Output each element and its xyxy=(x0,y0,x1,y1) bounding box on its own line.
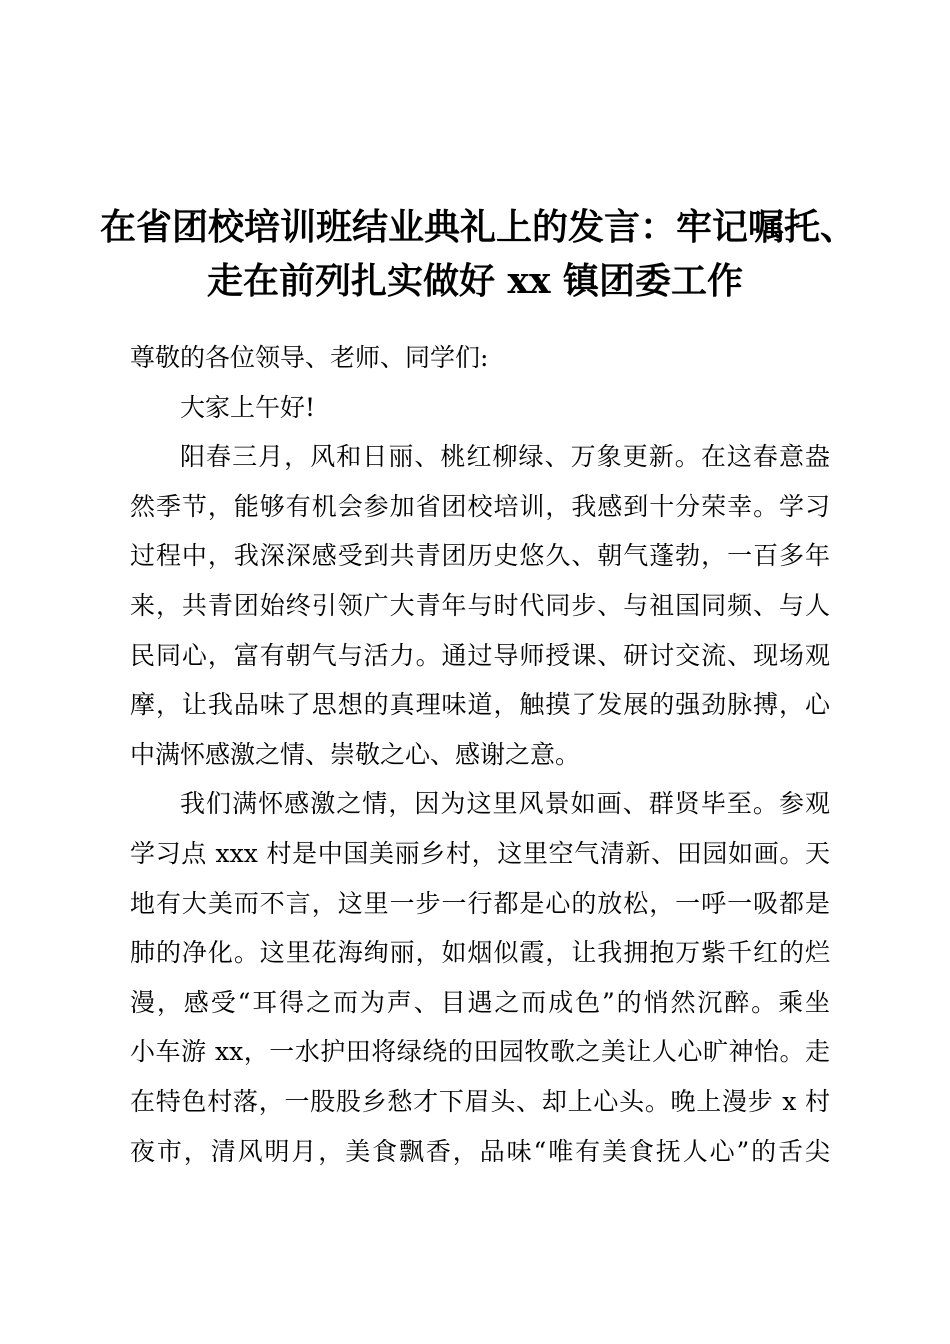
document-title xyxy=(100,200,857,308)
paragraph-1-line: 过程中，我深深感受到共青团历史悠久、朝气蓬勃，一百多年 xyxy=(130,541,830,571)
title-line-1: 在省团校培训班结业典礼上的发言：牢记嘱托、 xyxy=(100,206,857,248)
paragraph-1-line: 阳春三月，风和日丽、桃红柳绿、万象更新。在这春意盎 xyxy=(180,442,830,472)
paragraph-2-line: 漫，感受“耳得之而为声、目遇之而成色”的悄然沉醉。乘坐 xyxy=(130,987,830,1017)
paragraph-2 xyxy=(130,779,830,1176)
paragraph-1-line: 中满怀感激之情、崇敬之心、感谢之意。 xyxy=(130,739,581,769)
paragraph-2-line: 肺的净化。这里花海绚丽，如烟似霞，让我拥抱万紫千红的烂 xyxy=(130,938,830,968)
paragraph-2-line: 夜市，清风明月，美食飘香，品味“唯有美食抚人心”的舌尖 xyxy=(130,1136,830,1166)
paragraph-2-line: 我们满怀感激之情，因为这里风景如画、群贤毕至。参观 xyxy=(180,789,830,819)
salutation: 尊敬的各位领导、老师、同学们: xyxy=(130,343,489,372)
document-body xyxy=(130,333,830,1176)
paragraph-2-line: 地有大美而不言，这里一步一行都是心的放松，一呼一吸都是 xyxy=(130,888,830,918)
paragraph-2-line: 学习点 xxx 村是中国美丽乡村，这里空气清新、田园如画。天 xyxy=(130,838,830,868)
paragraph-1-line: 来，共青团始终引领广大青年与时代同步、与祖国同频、与人 xyxy=(130,590,830,620)
paragraph-2-line: 在特色村落，一股股乡愁才下眉头、却上心头。晚上漫步 x 村 xyxy=(130,1086,830,1116)
paragraph-2-line: 小车游 xx，一水护田将绿绕的田园牧歌之美让人心旷神怡。走 xyxy=(130,1037,830,1067)
paragraph-1-line: 然季节，能够有机会参加省团校培训，我感到十分荣幸。学习 xyxy=(130,491,830,521)
greeting: 大家上午好! xyxy=(180,392,316,422)
title-line-2: 走在前列扎实做好 xx 镇团委工作 xyxy=(207,260,743,302)
paragraph-1-line: 摩，让我品味了思想的真理味道，触摸了发展的强劲脉搏，心 xyxy=(130,690,830,720)
paragraph-1 xyxy=(130,432,830,779)
paragraph-1-line: 民同心，富有朝气与活力。通过导师授课、研讨交流、现场观 xyxy=(130,640,830,670)
